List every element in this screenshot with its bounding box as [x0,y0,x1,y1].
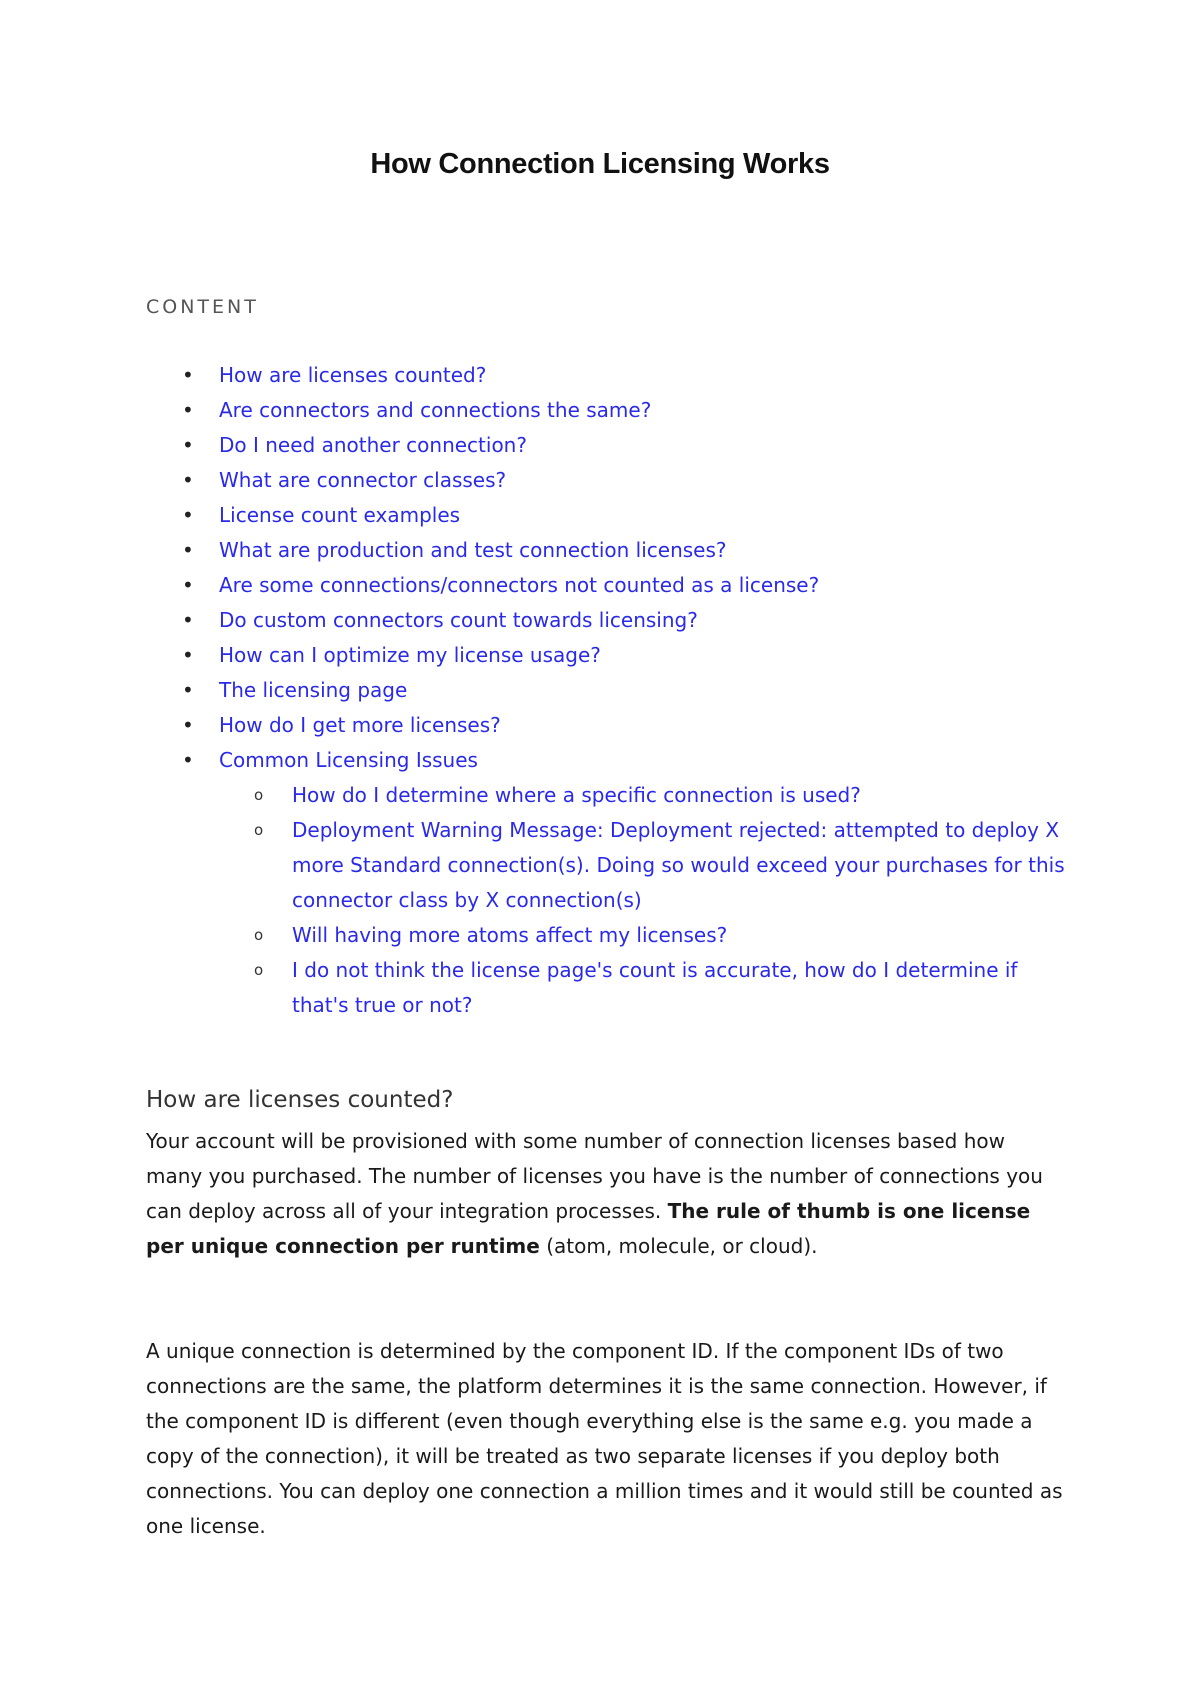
toc-link-common-issues[interactable]: Common Licensing Issues [219,748,478,772]
toc-link-not-counted[interactable]: Are some connections/connectors not counted as a license? [219,573,820,597]
bullet: • [182,713,194,737]
toc-item [146,568,1076,603]
toc-item [146,533,1076,568]
sub-table-of-contents [219,778,1076,1023]
toc-link-connector-classes[interactable]: What are connector classes? [219,468,507,492]
toc-link-custom-connectors[interactable]: Do custom connectors count towards licensing? [219,608,698,632]
bullet: • [182,678,194,702]
bullet: • [182,748,194,772]
subtoc-item [219,778,1076,813]
content-heading: CONTENT [146,296,259,318]
rule-of-thumb-bold: The rule of thumb is one license per unique connection per runtime [146,1199,1031,1258]
toc-link-deployment-warning[interactable]: Deployment Warning Message: Deployment rejected: attempted to deploy X more Standard connection(s). Doing so would exceed your purchases for this connector class by X connection(s) [292,818,1065,912]
bullet: • [182,573,194,597]
toc-item [146,638,1076,673]
bullet: • [182,468,194,492]
bullet: • [182,538,194,562]
toc-link-more-atoms[interactable]: Will having more atoms affect my licenses? [292,923,728,947]
toc-item [146,428,1076,463]
toc-link-count-accurate[interactable]: I do not think the license page's count is accurate, how do I determine if that's true or not? [292,958,1018,1017]
paragraph-text: Your account will be provisioned with some number of connection licenses based how many you purchased. The number of licenses you have is the number of connections you can deploy across all of your integration processes. [146,1129,1043,1223]
toc-link-get-more-licenses[interactable]: How do I get more licenses? [219,713,501,737]
toc-item [146,358,1076,393]
sub-bullet: o [254,786,264,804]
sub-bullet: o [254,926,264,944]
toc-link-how-are-licenses-counted[interactable]: How are licenses counted? [219,363,487,387]
subtoc-item [219,813,1076,918]
paragraph-licenses-provisioned [146,1124,1066,1264]
bullet: • [182,433,194,457]
paragraph-text: (atom, molecule, or cloud). [539,1234,818,1258]
subtoc-item [219,953,1076,1023]
toc-link-where-connection-used[interactable]: How do I determine where a specific connection is used? [292,783,861,807]
bullet: • [182,503,194,527]
bullet: • [182,643,194,667]
toc-link-licensing-page[interactable]: The licensing page [219,678,408,702]
toc-item [146,498,1076,533]
document-title: How Connection Licensing Works [370,148,830,180]
sub-bullet: o [254,961,264,979]
toc-link-optimize-usage[interactable]: How can I optimize my license usage? [219,643,601,667]
bullet: • [182,398,194,422]
toc-item [146,743,1076,1023]
toc-item [146,708,1076,743]
toc-link-connectors-vs-connections[interactable]: Are connectors and connections the same? [219,398,652,422]
paragraph-unique-connection: A unique connection is determined by the component ID. If the component IDs of two connections are the same, the platform determines it is the same connection. However, if the component ID is different (even though everything else is the same e.g. you made a copy of the connection), it will be treated as two separate licenses if you deploy both connections. You can deploy one connection a million times and it would still be counted as one license. [146,1339,1063,1538]
toc-item [146,393,1076,428]
toc-link-license-count-examples[interactable]: License count examples [219,503,461,527]
toc-link-need-another-connection[interactable]: Do I need another connection? [219,433,527,457]
bullet: • [182,608,194,632]
bullet: • [182,363,194,387]
toc-item [146,463,1076,498]
toc-item [146,603,1076,638]
section-heading: How are licenses counted? [146,1087,454,1113]
table-of-contents [146,358,1076,1023]
sub-bullet: o [254,821,264,839]
toc-item [146,673,1076,708]
subtoc-item [219,918,1076,953]
toc-link-production-test-licenses[interactable]: What are production and test connection licenses? [219,538,727,562]
